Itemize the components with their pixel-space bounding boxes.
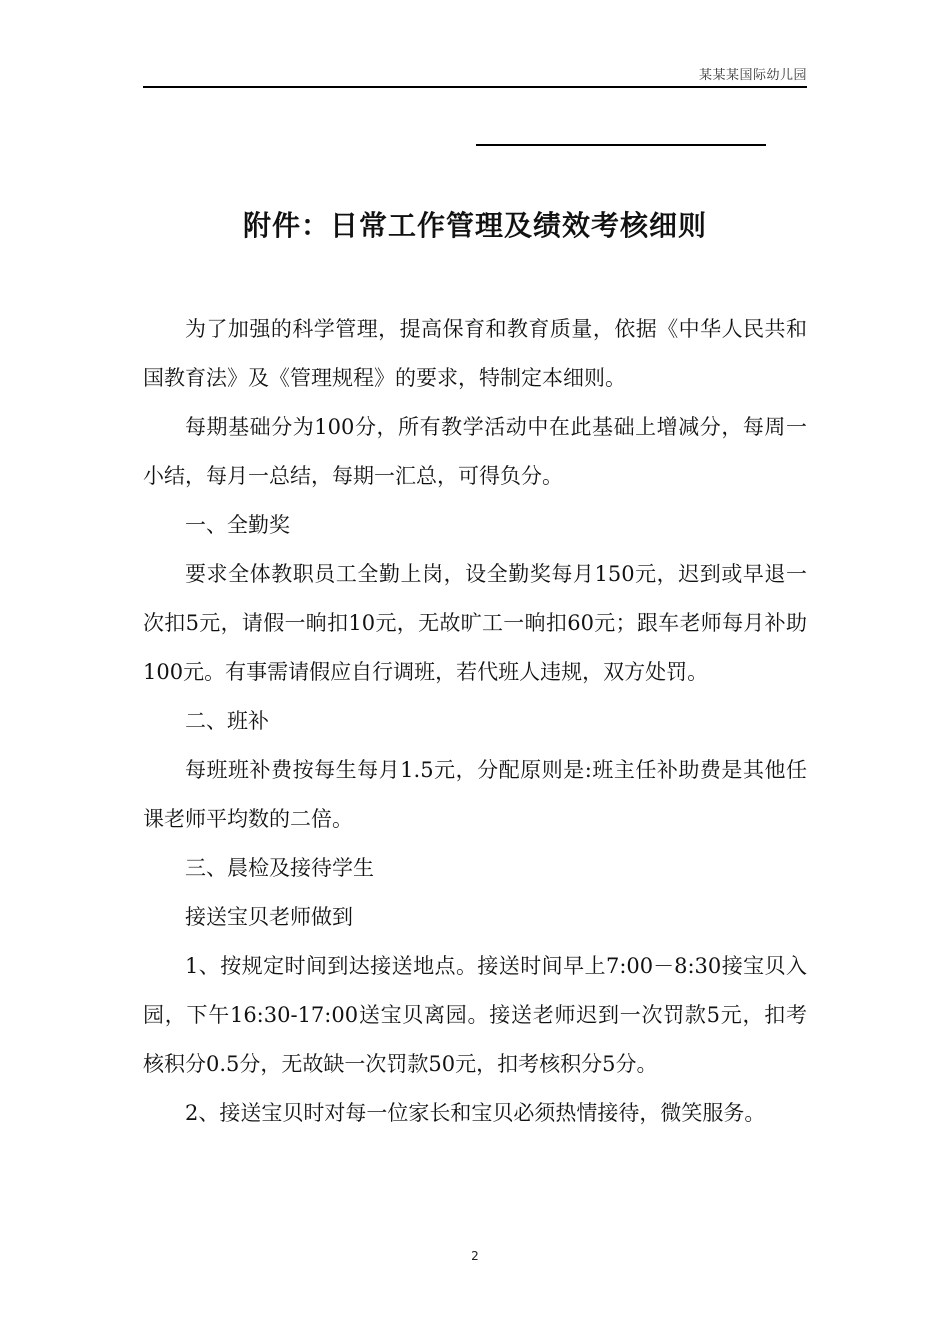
blank-underline — [476, 144, 766, 146]
section-heading-class-subsidy: 二、班补 — [185, 709, 269, 733]
base-score-paragraph: 每期基础分为100分，所有教学活动中在此基础上增减分，每周一小结，每月一总结，每期一汇总，可得负分。 — [143, 415, 807, 488]
section-heading-attendance: 一、全勤奖 — [185, 513, 290, 537]
document-title: 附件：日常工作管理及绩效考核细则 — [242, 209, 707, 242]
header-org-name: 某某某国际幼儿园 — [698, 68, 807, 83]
section-heading-morning-check: 三、晨检及接待学生 — [185, 856, 374, 880]
pickup-rule-1: 1、按规定时间到达接送地点。接送时间早上7:00－8:30接宝贝入园，下午16:30-17:00送宝贝离园。接送老师迟到一次罚款5元，扣考核积分0.5分，无故缺一次罚款50元，扣考核积分5分。 — [143, 954, 807, 1076]
pickup-rule-2: 2、接送宝贝时对每一位家长和宝贝必须热情接待，微笑服务。 — [185, 1101, 766, 1125]
class-subsidy-paragraph: 每班班补费按每生每月1.5元，分配原则是:班主任补助费是其他任课老师平均数的二倍。 — [143, 758, 807, 831]
document-body — [143, 305, 807, 1138]
intro-paragraph: 为了加强的科学管理，提高保育和教育质量，依据《中华人民共和国教育法》及《管理规程》的要求，特制定本细则。 — [143, 317, 807, 390]
attendance-paragraph: 要求全体教职员工全勤上岗，设全勤奖每月150元，迟到或早退一次扣5元，请假一晌扣10元，无故旷工一晌扣60元；跟车老师每月补助100元。有事需请假应自行调班，若代班人违规，双方处罚。 — [143, 562, 807, 684]
page-number: 2 — [471, 1249, 479, 1263]
pickup-teacher-intro: 接送宝贝老师做到 — [185, 905, 353, 929]
header-rule — [143, 86, 807, 88]
